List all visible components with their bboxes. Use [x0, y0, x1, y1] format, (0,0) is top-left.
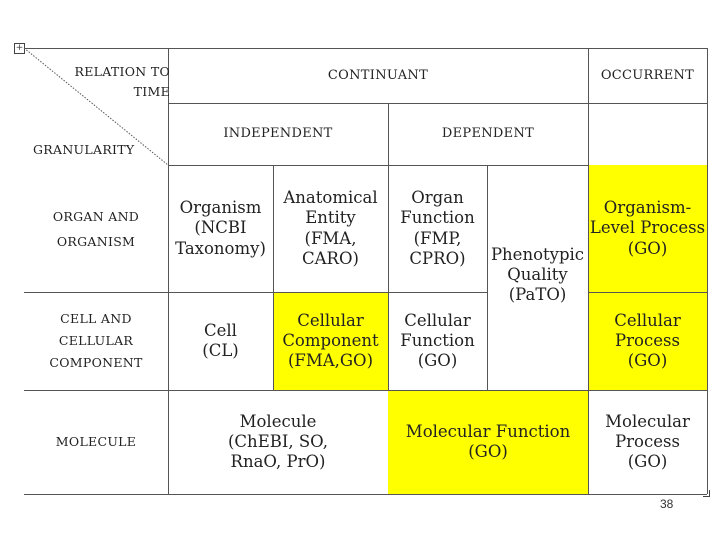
cell-organism-level-process: Organism- Level Process (GO): [588, 165, 707, 292]
row-label-cell-and-component: CELL AND CELLULAR COMPONENT: [49, 311, 143, 370]
page-number: 38: [660, 497, 674, 511]
grid-col-right: [707, 48, 708, 494]
granularity-label: GRANULARITY: [33, 142, 135, 157]
header-dependent: DEPENDENT: [441, 126, 535, 142]
cell-molecular-function: Molecular Function (GO): [388, 390, 588, 494]
cell-molecule: Molecule (ChEBI, SO, RnaO, PrO): [228, 411, 328, 472]
header-continuant: CONTINUANT: [327, 67, 429, 83]
cell-cell: Cell (CL): [202, 320, 239, 360]
cell-organ-function: Organ Function (FMP, CPRO): [400, 188, 475, 268]
cell-phenotypic-quality: Phenotypic Quality (PaTO): [490, 244, 585, 305]
expand-plus-icon: +: [15, 43, 24, 53]
grid-line-bottom: [24, 494, 707, 495]
header-independent: INDEPENDENT: [223, 126, 333, 142]
cell-cellular-process: Cellular Process (GO): [588, 292, 707, 390]
cell-organism: Organism (NCBI Taxonomy): [175, 198, 266, 258]
grid-line-row1-right: [588, 292, 707, 293]
cell-molecular-process: Molecular Process (GO): [605, 411, 690, 472]
row-label-organ-and-organism: ORGAN AND ORGANISM: [52, 208, 140, 249]
row-label-molecule: MOLECULE: [55, 434, 137, 450]
cell-cellular-component: Cellular Component (FMA,GO): [273, 292, 388, 390]
cell-anatomical-entity: Anatomical Entity (FMA, CARO): [283, 188, 378, 268]
cell-cellular-function: Cellular Function (GO): [400, 310, 475, 371]
header-occurrent: OCCURRENT: [600, 67, 695, 83]
relation-to-time-label: RELATION TO TIME: [74, 64, 170, 99]
